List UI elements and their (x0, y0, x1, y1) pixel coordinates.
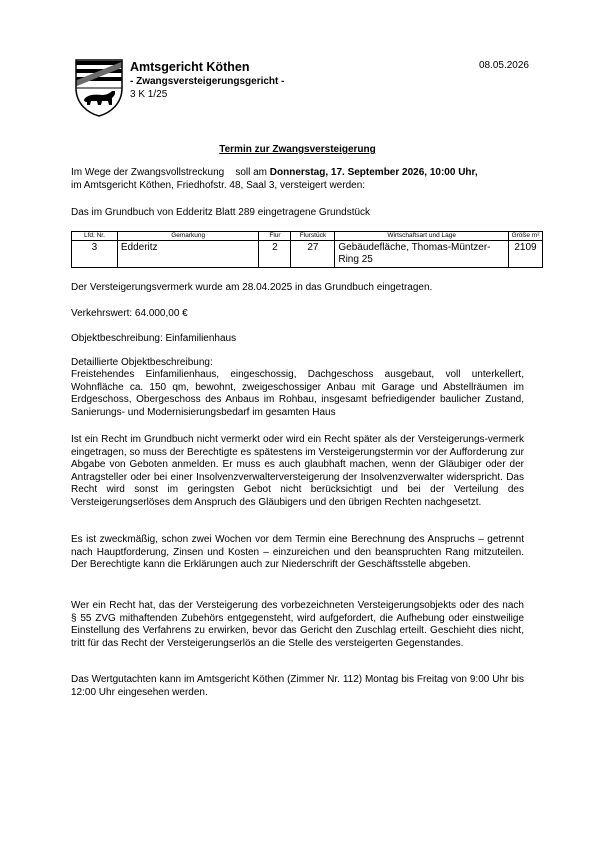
zweckmaessig-paragraph: Es ist zweckmäßig, schon zwei Wochen vor dem Termin eine Berechnung des Anspruchs – getrennt nach Hauptforderung, Zinsen und Kosten – einzureichen und den beanspruchten Rang mitzuteilen. Der Berechtigte kann die Erklärungen auch zur Niederschrift der Geschäftsstelle abgeben. (71, 534, 524, 570)
table-header-row (72, 232, 543, 241)
court-header (130, 60, 284, 101)
table-row (72, 241, 543, 268)
col-header-flur: Flur (259, 232, 291, 241)
court-subtitle: - Zwangsversteigerungsgericht - (130, 76, 285, 87)
case-number: 3 K 1/25 (130, 89, 168, 100)
recht-paragraph: Ist ein Recht im Grundbuch nicht vermerkt oder wird ein Recht später als der Versteigerungs-vermerk eingetragen, so muss der Berechtigte es spätestens im Versteigerungstermin vor der Aufforderung zur Abgabe von Geboten anmelden. Er muss es auch glaubhaft machen, wenn der Gläubiger oder der Antragsteller oder bei einer Insolvenzverwalterversteigerung der Insolvenzverwalter widerspricht. Das Recht wird sonst im geringsten Gebot nicht berücksichtigt und bei der Verteilung des Versteigerungserlöses dem Anspruch des Gläubigers und den übrigen Rechten nachgesetzt. (71, 434, 524, 508)
court-name: Amtsgericht Köthen (130, 60, 250, 74)
wer-recht-paragraph: Wer ein Recht hat, das der Versteigerung des vorbezeichneten Versteigerungsobjekts oder des nach § 55 ZVG mithaftenden Zubehörs entgegensteht, wird aufgefordert, die Aufhebung oder einstweilige Einstellung des Verfahrens zu erwirken, bevor das Gericht den Zuschlag erteilt. Geschieht dies nicht, tritt für das Recht der Versteigerungserlös an die Stelle des versteigerten Gegenstandes. (71, 600, 524, 649)
col-header-gemarkung: Gemarkung (117, 232, 259, 241)
property-table (71, 231, 543, 268)
intro-line-1 (71, 167, 524, 180)
cell-wirtschaftsart: Gebäudefläche, Thomas-Müntzer-Ring 25 (335, 241, 509, 268)
detail-label: Detaillierte Objektbeschreibung: (71, 357, 213, 368)
cell-flurstueck: 27 (291, 241, 335, 268)
vermerk-paragraph: Der Versteigerungsvermerk wurde am 28.04.2025 in das Grundbuch eingetragen. (71, 282, 433, 293)
cell-gemarkung: Edderitz (117, 241, 259, 268)
col-header-wirtschaftsart: Wirtschaftsart und Lage (335, 232, 509, 241)
objektbeschreibung: Objektbeschreibung: Einfamilienhaus (71, 333, 237, 344)
coat-of-arms-icon (74, 58, 124, 118)
col-header-lfd-nr: Lfd. Nr. (72, 232, 118, 241)
wertgutachten-paragraph: Das Wertgutachten kann im Amtsgericht Köthen (Zimmer Nr. 112) Montag bis Freitag von 9:00 Uhr bis 12:00 Uhr eingesehen werden. (71, 674, 524, 698)
intro-suffix: Uhr, (455, 167, 478, 178)
col-header-groesse: Größe m² (508, 232, 542, 241)
document-title: Termin zur Zwangsversteigerung (219, 144, 376, 155)
document-date: 08.05.2026 (478, 60, 529, 71)
grundbuch-intro: Das im Grundbuch von Edderitz Blatt 289 eingetragene Grundstück (71, 207, 371, 218)
col-header-flurstueck: Flurstück (291, 232, 335, 241)
intro-paragraph (71, 167, 524, 192)
cell-lfd-nr: 3 (72, 241, 118, 268)
detail-description: Freistehendes Einfamilienhaus, eingeschossig, Dachgeschoss ausgebaut, voll unterkellert, Wohnfläche ca. 150 qm, bewohnt, zweigeschossiger Anbau mit Garage und Abstellräumen im Erdgeschoss, Obergeschoss des Anbaus im Rohbau, insgesamt befriedigender baulicher Zustand, Sanierungs- und Modernisierungsbedarf im gesamten Haus (71, 369, 524, 418)
verkehrswert: Verkehrswert: 64.000,00 € (71, 308, 188, 319)
intro-date-bold: Donnerstag, 17. September 2026, 10:00 (269, 167, 456, 178)
intro-line-2: im Amtsgericht Köthen, Friedhofstr. 48, Saal 3, versteigert werden: (71, 179, 366, 191)
intro-prefix: Im Wege der Zwangsvollstreckung soll am (71, 167, 270, 178)
cell-flur: 2 (259, 241, 291, 268)
cell-groesse: 2109 (508, 241, 542, 268)
